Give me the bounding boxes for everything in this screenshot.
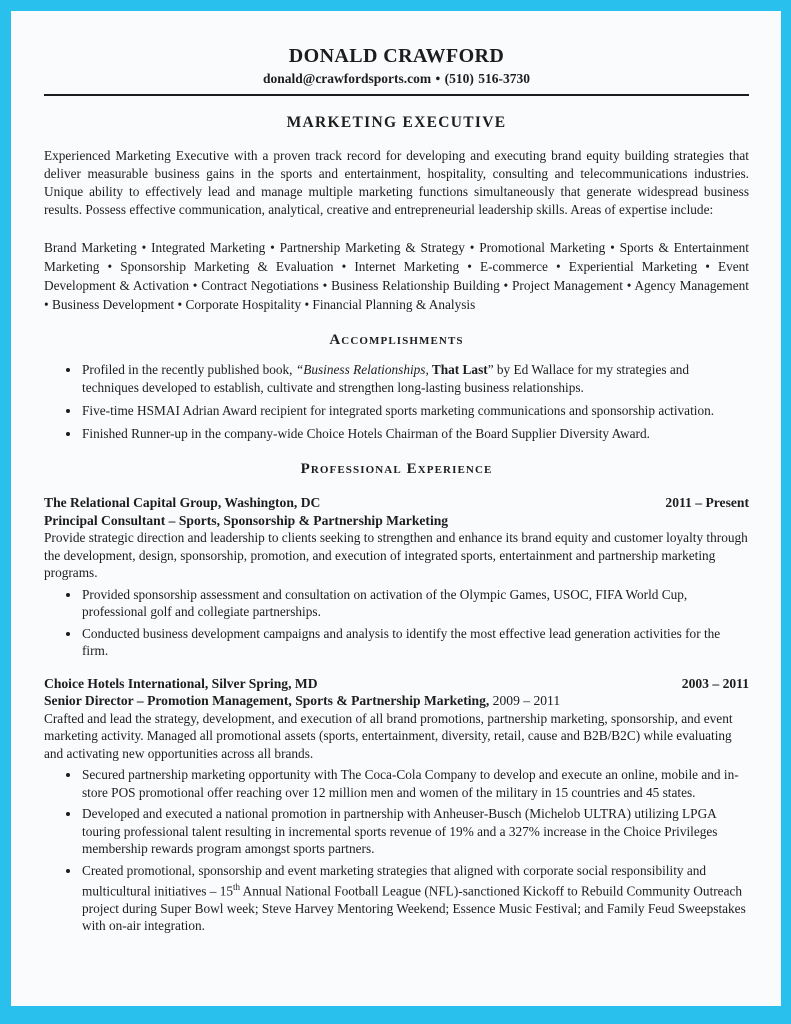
job-bullet-list bbox=[44, 766, 749, 935]
job-header bbox=[44, 494, 749, 512]
accomplishment-item: • Five-time HSMAI Adrian Award recipient for integrated sports marketing communications and sponsorship activation. bbox=[81, 402, 749, 420]
job-bullet: • Conducted business development campaigns and analysis to identify the most effective lead generation activities for the firm. bbox=[81, 625, 749, 660]
accomplishments-list bbox=[44, 361, 749, 443]
job-bullet: • Secured partnership marketing opportunity with The Coca-Cola Company to develop and execute an online, mobile and in-store POS promotional offer reaching over 12 million men and women of the military in 15 countries and 45 states. bbox=[81, 766, 749, 801]
job-header bbox=[44, 675, 749, 693]
job-company: The Relational Capital Group, Washington, DC bbox=[44, 495, 321, 510]
job-title: Senior Director – Promotion Management, Sports & Partnership Marketing, 2009 – 2011 bbox=[44, 693, 561, 708]
job-dates: 2011 – Present bbox=[665, 495, 749, 510]
professional-summary: Experienced Marketing Executive with a proven track record for developing and executing brand equity building strategies that deliver measurable business gains in the sports and entertainment, hospitality, consulting and telecommunications industries. Unique ability to effectively lead and manage multiple marketing functions simultaneously that generate widespread business results. Possess effective communication, analytical, creative and entrepreneurial leadership skills. Areas of expertise include: bbox=[44, 148, 749, 217]
job-company: Choice Hotels International, Silver Spring, MD bbox=[44, 675, 318, 691]
job-bullet: • Provided sponsorship assessment and consultation on activation of the Olympic Games, USOC, FIFA World Cup, professional golf and collegiate partnerships. bbox=[81, 586, 749, 621]
job-bullet: • Created promotional, sponsorship and event marketing strategies that aligned with corporate social responsibility and multicultural initiatives – 15th Annual National Football League (NFL)-sanctioned Kickoff to Rebuild Community Outreach project during Super Bowl week; Steve Harvey Mentoring Weekend; Essence Music Festival; and Family Feud Sweepstakes with on-air integration. bbox=[81, 862, 749, 935]
experience-heading: Professional Experience bbox=[300, 461, 493, 477]
role-title: MARKETING EXECUTIVE bbox=[286, 114, 507, 131]
job-title: Principal Consultant – Sports, Sponsorship & Partnership Marketing bbox=[44, 512, 449, 528]
accomplishments-heading: Accomplishments bbox=[329, 332, 464, 348]
job-dates: 2003 – 2011 bbox=[681, 675, 749, 691]
accomplishment-item: • Profiled in the recently published book, “Business Relationships, That Last” by Ed Wallace for my strategies and techniques developed to establish, cultivate and strengthen long-lasting business relationships. bbox=[81, 361, 749, 397]
job-summary: Crafted and lead the strategy, development, and execution of all brand promotions, partnership marketing, sponsorship, and event marketing activity. Managed all promotional assets (sports, entertainment, diversity, retail, cause and B2B/B2C) while evaluating and activating new opportunities across all brands. bbox=[44, 710, 733, 761]
job-summary: Provide strategic direction and leadership to clients seeking to strengthen and enhance its brand equity and customer loyalty through the development, design, sponsorship, promotion, and execution of integrated sports, entertainment and partnership marketing programs. bbox=[44, 530, 748, 580]
job-bullet-list bbox=[44, 586, 749, 660]
job-entry-relational-capital bbox=[44, 494, 749, 660]
candidate-name: DONALD CRAWFORD bbox=[288, 45, 505, 67]
expertise-list: Brand Marketing • Integrated Marketing • Partnership Marketing & Strategy • Promotional Marketing • Sports & Entertainment Marketing • Sponsorship Marketing & Evaluation • Internet Marketing • E-commerce • Experiential Marketing • Event Development & Activation • Contract Negotiations • Business Relationship Building • Project Management • Agency Management • Business Development • Corporate Hospitality • Financial Planning & Analysis bbox=[44, 240, 749, 312]
contact-line: donald@crawfordsports.com • (510) 516-3730 bbox=[262, 71, 530, 86]
accomplishment-item: • Finished Runner-up in the company-wide Choice Hotels Chairman of the Board Supplier Diversity Award. bbox=[81, 425, 749, 443]
header-divider bbox=[44, 94, 749, 96]
resume-document bbox=[11, 11, 781, 1006]
job-bullet: • Developed and executed a national promotion in partnership with Anheuser-Busch (Michelob ULTRA) utilizing LPGA touring professional talent resulting in incremental sports revenue of 19% and a 327% increase in the Choice Privileges membership rewards program amongst sports partners. bbox=[81, 805, 749, 858]
job-entry-choice-hotels bbox=[44, 675, 749, 935]
